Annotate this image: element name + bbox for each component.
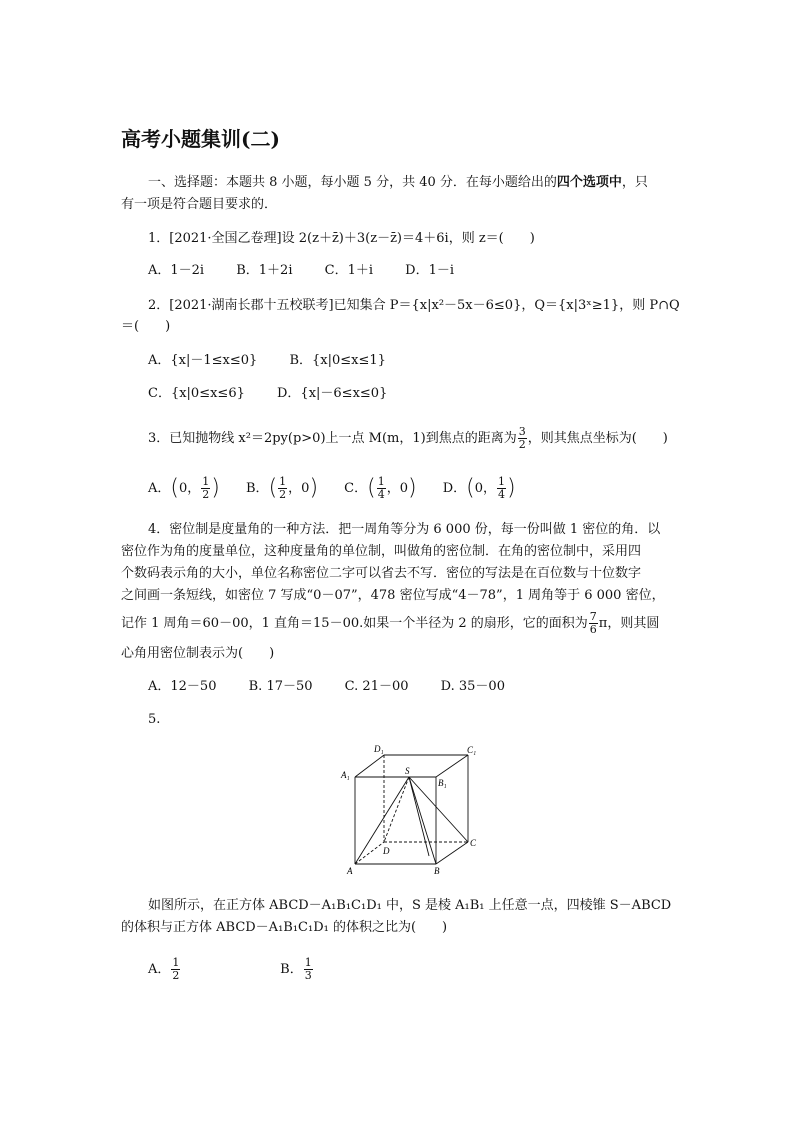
q3-option-d-label: D． xyxy=(442,481,467,496)
q5-option-b-den: 3 xyxy=(304,969,312,982)
q4-frac-den: 6 xyxy=(589,623,597,636)
label-a1: A₁ xyxy=(341,770,350,780)
q4-line5-after: π，则其圆 xyxy=(598,616,660,631)
q3-fraction xyxy=(518,426,527,451)
q4-line4: 之间画一条短线，如密位 7 写成“0－07”，478 密位写成“4－78”，1 周角等于 6 000 密位， xyxy=(121,588,665,603)
cube-pyramid-figure xyxy=(336,740,486,880)
q3-option-b-num: 1 xyxy=(279,475,287,488)
q4-line6: 心角用密位制表示为( ) xyxy=(121,646,275,661)
q2-options-row2 xyxy=(148,383,415,405)
q3-option-c-frac xyxy=(377,476,386,501)
q4-frac-num: 7 xyxy=(589,610,597,623)
section-text-end: ，只 xyxy=(621,175,648,190)
q3-option-c-num: 1 xyxy=(377,475,385,488)
q1-option-a: A．1－2i xyxy=(148,263,205,278)
q3-frac-den: 2 xyxy=(518,438,526,451)
q2-stem-line1: 2．[2021·湖南长郡十五校联考]已知集合 P＝{x|x²－5x－6≤0}，Q＝{x|3ˣ≥1}，则 P∩Q xyxy=(148,298,680,313)
q3-option-c-label: C． xyxy=(344,481,368,496)
section-bold-text: 四个选项中 xyxy=(556,175,622,190)
q5-options xyxy=(148,957,314,982)
q5-option-b-label: B． xyxy=(280,962,303,977)
q2-option-b: B．{x|0≤x≤1} xyxy=(289,353,386,368)
q1-option-b: B．1＋2i xyxy=(236,263,293,278)
label-b: B xyxy=(434,866,440,876)
q5-number: 5. xyxy=(148,712,161,727)
q3-option-c-den: 4 xyxy=(377,488,385,501)
q3-option-d: D．(0， $\frac{1}{4}$ ) xyxy=(442,475,516,501)
label-c1: C₁ xyxy=(467,745,477,755)
q3-frac-num: 3 xyxy=(518,425,526,438)
q4-option-b: B. 17－50 xyxy=(248,679,313,694)
q5-line2: 的体积与正方体 ABCD－A₁B₁C₁D₁ 的体积之比为( ) xyxy=(121,920,448,935)
label-b1: B₁ xyxy=(438,778,447,788)
q2-options-row1 xyxy=(148,350,414,372)
q3-option-a-frac xyxy=(201,476,210,501)
q2-stem-line2: ＝( ) xyxy=(121,319,171,334)
q3-option-d-num: 1 xyxy=(498,475,506,488)
section-instruction-line1 xyxy=(148,172,648,194)
q2-option-a: A．{x|－1≤x≤0} xyxy=(148,353,258,368)
edge-b1-c1 xyxy=(436,755,468,777)
label-d1: D₁ xyxy=(374,744,384,754)
q5-option-a-label: A． xyxy=(148,962,171,977)
q4-option-a: A．12－50 xyxy=(148,679,217,694)
q3-options xyxy=(148,476,516,501)
q5-option-b-frac xyxy=(304,957,313,982)
section-text: 一、选择题：本题共 8 小题，每小题 5 分，共 40 分．在每小题给出的 xyxy=(148,175,557,190)
q2-option-d: D．{x|－6≤x≤0} xyxy=(277,386,388,401)
page-title: 高考小题集训(二) xyxy=(121,127,280,151)
q3-stem xyxy=(148,426,668,451)
edge-s-d xyxy=(384,777,409,842)
edge-s-a xyxy=(355,777,409,864)
q1-option-c: C．1＋i xyxy=(324,263,374,278)
label-d: D xyxy=(383,846,390,856)
q3-option-d-frac xyxy=(497,476,506,501)
q4-fraction xyxy=(589,611,598,636)
q3-option-a-num: 1 xyxy=(202,475,210,488)
section-instruction-line2: 有一项是符合题目要求的． xyxy=(121,197,278,212)
label-a: A xyxy=(347,866,353,876)
q5-option-a-frac xyxy=(171,957,180,982)
q3-option-b-label: B． xyxy=(246,481,269,496)
q3-option-d-x: 0， xyxy=(474,481,497,496)
q3-stem-after: ，则其焦点坐标为( ) xyxy=(527,431,668,446)
q4-options xyxy=(148,676,533,698)
edge-b-c xyxy=(436,842,468,864)
q1-stem: 1．[2021·全国乙卷理]设 2(z＋z̄)＋3(z－z̄)＝4＋6i，则 z＝( ) xyxy=(148,231,535,246)
q5-line1: 如图所示，在正方体 ABCD－A₁B₁C₁D₁ 中，S 是棱 A₁B₁ 上任意一点，四棱锥 S－ABCD xyxy=(148,898,672,913)
edge-s-b xyxy=(409,777,436,864)
q3-option-b-den: 2 xyxy=(279,488,287,501)
q1-option-d: D．1－i xyxy=(405,263,455,278)
q5-option-a-num: 1 xyxy=(172,956,180,969)
q2-option-c: C．{x|0≤x≤6} xyxy=(148,386,245,401)
edge-a-d xyxy=(355,842,384,864)
q5-option-a-den: 2 xyxy=(172,969,180,982)
q3-option-a-x: 0， xyxy=(178,481,201,496)
q3-option-b-y: ，0 xyxy=(288,481,310,496)
q3-option-b-frac xyxy=(278,476,287,501)
edge-a1-d1 xyxy=(355,755,384,777)
q4-line2: 密位作为角的度量单位，这种度量角的单位制，叫做角的密位制．在角的密位制中，采用四 xyxy=(121,544,642,559)
q4-option-d: D. 35－00 xyxy=(440,679,505,694)
q3-option-b: B．( $\frac{1}{2}$ ，0) xyxy=(246,475,319,501)
q4-line1: 4．密位制是度量角的一种方法．把一周角等分为 6 000 份，每一份叫做 1 密位的角．以 xyxy=(148,522,661,537)
q4-line5 xyxy=(121,611,659,636)
q3-option-d-den: 4 xyxy=(498,488,506,501)
label-s: S xyxy=(405,766,410,776)
q4-line3: 个数码表示角的大小，单位名称密位二字可以省去不写．密位的写法是在百位数与十位数字 xyxy=(121,566,642,581)
pyramid-inner-line xyxy=(409,777,429,856)
q3-stem-before: 3．已知抛物线 x²＝2py(p>0)上一点 M(m，1)到焦点的距离为 xyxy=(148,431,517,446)
q5-option-a xyxy=(148,957,276,982)
q3-option-a: A．(0， $\frac{1}{2}$ ) xyxy=(148,475,220,501)
q5-option-b-num: 1 xyxy=(304,956,312,969)
q3-option-a-label: A． xyxy=(148,481,171,496)
q1-options xyxy=(148,260,482,282)
q5-option-b xyxy=(280,956,314,982)
label-c: C xyxy=(470,838,477,848)
q3-option-c-y: ，0 xyxy=(386,481,408,496)
q4-option-c: C. 21－00 xyxy=(344,679,409,694)
q4-line5-before: 记作 1 周角＝60－00，1 直角＝15－00.如果一个半径为 2 的扇形，它的面积为 xyxy=(121,616,588,631)
q3-option-c: C．( $\frac{1}{4}$ ，0) xyxy=(344,475,417,501)
q3-option-a-den: 2 xyxy=(202,488,210,501)
